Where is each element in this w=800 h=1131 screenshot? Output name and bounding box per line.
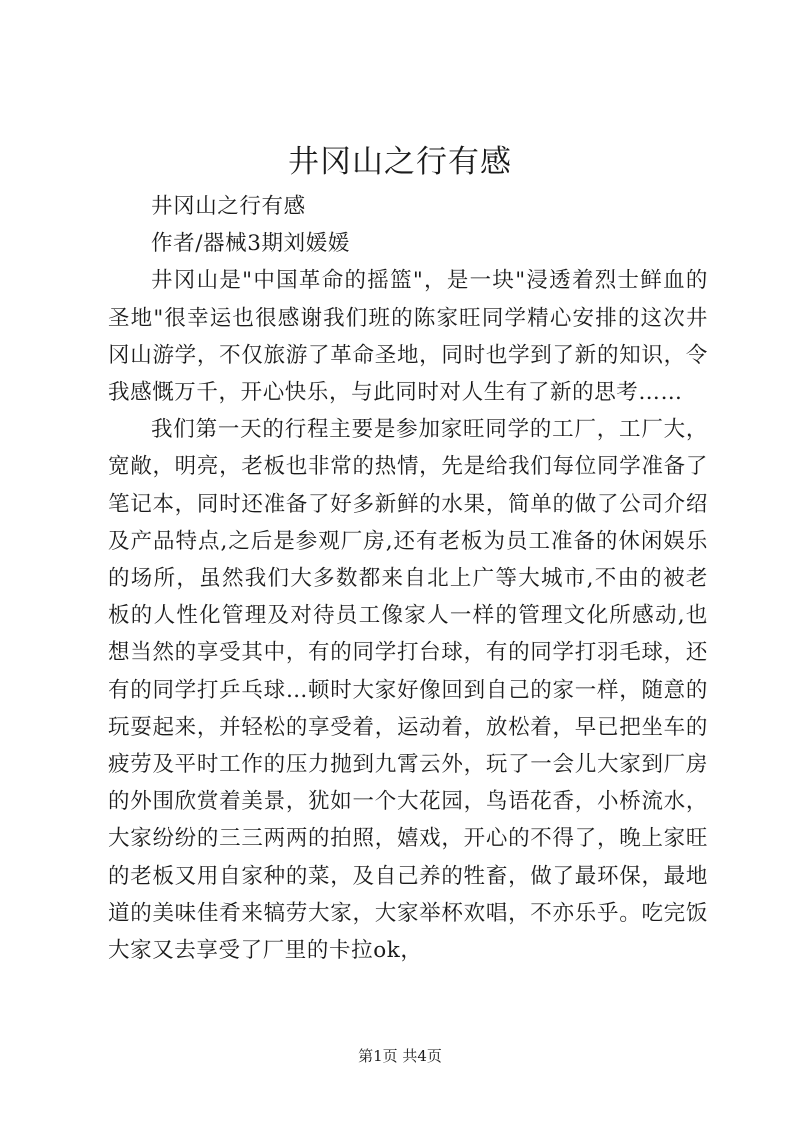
document-body <box>108 188 708 969</box>
intro-paragraph: 井冈山是"中国革命的摇篮"，是一块"浸透着烈士鲜血的圣地"很幸运也很感谢我们班的陈家旺同学精心安排的这次井冈山游学，不仅旅游了革命圣地，同时也学到了新的知识，令我感慨万千，开心快乐，与此同时对人生有了新的思考…… <box>108 268 708 406</box>
document-title: 井冈山之行有感 <box>288 144 512 180</box>
author-paragraph: 作者/器械3期刘媛媛 <box>151 231 350 257</box>
page-number-footer: 第1页 共4页 <box>358 1047 442 1065</box>
subtitle-paragraph: 井冈山之行有感 <box>151 194 306 219</box>
day-one-paragraph: 我们第一天的行程主要是参加家旺同学的工厂，工厂大，宽敞，明亮，老板也非常的热情，先是给我们每位同学准备了笔记本，同时还准备了好多新鲜的水果，简单的做了公司介绍及产品特点,之后是参观厂房,还有老板为员工准备的休闲娱乐的场所，虽然我们大多数都来自北上广等大城市,不由的被老板的人性化管理及对待员工像家人一样的管理文化所感动,也想当然的享受其中，有的同学打台球，有的同学打羽毛球，还有的同学打乒乓球…顿时大家好像回到自己的家一样，随意的玩耍起来，并轻松的享受着，运动着，放松着，早已把坐车的疲劳及平时工作的压力抛到九霄云外，玩了一会儿大家到厂房的外围欣赏着美景，犹如一个大花园，鸟语花香，小桥流水，大家纷纷的三三两两的拍照，嬉戏，开心的不得了，晚上家旺的老板又用自家种的菜，及自己养的牲畜，做了最环保，最地道的美味佳肴来犒劳大家，大家举杯欢唱，不亦乐乎。吃完饭大家又去享受了厂里的卡拉ok， <box>108 417 708 964</box>
